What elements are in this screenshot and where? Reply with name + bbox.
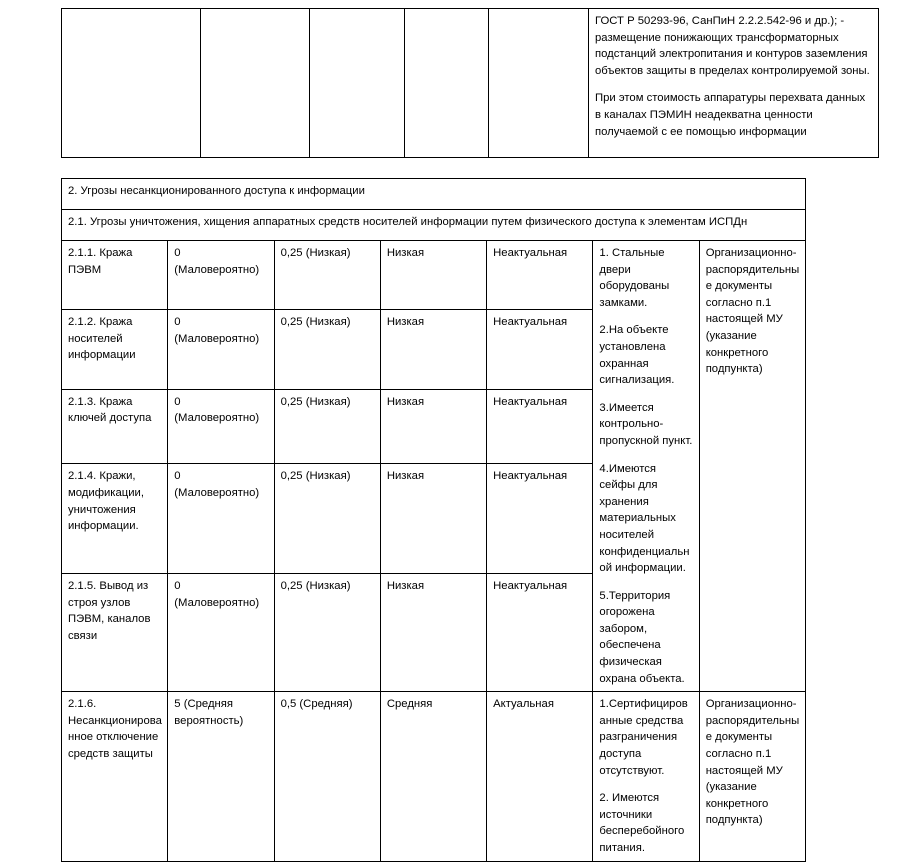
- measure-item-1: 1.Сертифицированные средства разграничения доступа отсутствуют.: [599, 698, 688, 777]
- cell-measures-pemin: [589, 9, 879, 158]
- cell-relevance-empty: [489, 9, 589, 158]
- table-row: [62, 692, 806, 861]
- cell-danger: Низкая: [380, 389, 486, 464]
- cell-threat: 2.1.5. Вывод из строя узлов ПЭВМ, каналов связи: [62, 574, 168, 692]
- cell-danger: Средняя: [380, 692, 486, 861]
- cell-threat: 2.1.3. Кража ключей доступа: [62, 389, 168, 464]
- cell-danger: Низкая: [380, 310, 486, 390]
- cell-threat: 2.1.2. Кража носителей информации: [62, 310, 168, 390]
- section-header-row-level1: [62, 179, 806, 210]
- cell-threat: 2.1.4. Кражи, модификации, уничтожения информации.: [62, 464, 168, 574]
- cell-measures: [593, 692, 699, 861]
- cell-realizability: 0,25 (Низкая): [274, 310, 380, 390]
- measure-item-2: 2. Имеются источники бесперебойного питания.: [599, 792, 685, 854]
- cell-realizability: 0,25 (Низкая): [274, 464, 380, 574]
- measure-item-4: 4.Имеются сейфы для хранения материальных носителей конфиденциальной информации.: [599, 462, 690, 575]
- table-row: [62, 9, 879, 158]
- cell-threat-empty: [62, 9, 201, 158]
- cell-danger-empty: [405, 9, 489, 158]
- pemin-threat-table-continuation: [61, 8, 879, 158]
- cell-relevance: Неактуальная: [487, 574, 593, 692]
- cell-threat: 2.1.1. Кража ПЭВМ: [62, 241, 168, 310]
- measure-item-5: 5.Территория огорожена забором, обеспечена физическая охрана объекта.: [599, 589, 685, 685]
- measure-item-2: 2.На объекте установлена охранная сигнализация.: [599, 324, 675, 387]
- cell-relevance: Неактуальная: [487, 241, 593, 310]
- cell-probability: 0 (Маловероятно): [168, 464, 274, 574]
- cell-probability: 0 (Маловероятно): [168, 389, 274, 464]
- cell-realizability: 0,25 (Низкая): [274, 574, 380, 692]
- unauthorized-access-threat-table: [61, 178, 806, 862]
- cell-documents-merged: Организационно-распорядительные документы согласно п.1 настоящей МУ (указание конкретного подпункта): [699, 241, 805, 692]
- measure-item-1: 1. Стальные двери оборудованы замками.: [599, 247, 670, 309]
- cell-threat: 2.1.6. Несанкционированное отключение средств защиты: [62, 692, 168, 861]
- cell-danger: Низкая: [380, 241, 486, 310]
- cell-probability: 0 (Маловероятно): [168, 574, 274, 692]
- cell-probability: 0 (Маловероятно): [168, 310, 274, 390]
- cell-probability: 5 (Средняя вероятность): [168, 692, 274, 861]
- cell-relevance: Актуальная: [487, 692, 593, 861]
- cell-danger: Низкая: [380, 574, 486, 692]
- measure-item-3: 3.Имеется контрольно-пропускной пункт.: [599, 401, 693, 447]
- cell-documents: Организационно-распорядительные документы согласно п.1 настоящей МУ (указание конкретного подпункта): [699, 692, 805, 861]
- cell-probability-empty: [201, 9, 310, 158]
- section-header-level1: 2. Угрозы несанкционированного доступа к информации: [62, 179, 806, 210]
- cell-danger: Низкая: [380, 464, 486, 574]
- cell-realizability: 0,25 (Низкая): [274, 389, 380, 464]
- section-header-level2: 2.1. Угрозы уничтожения, хищения аппаратных средств носителей информации путем физического доступа к элементам ИСПДн: [62, 210, 806, 241]
- measures-paragraph-1: ГОСТ Р 50293-96, СанПиН 2.2.2.542-96 и др.); - размещение понижающих трансформаторных подстанций электропитания и контуров заземления объектов защиты в пределах контролируемой зоны.: [595, 15, 870, 77]
- cell-realizability-empty: [310, 9, 405, 158]
- section-header-row-level2: [62, 210, 806, 241]
- measures-paragraph-2: При этом стоимость аппаратуры перехвата данных в каналах ПЭМИН неадекватна ценности получаемой с ее помощью информации: [595, 92, 866, 138]
- cell-probability: 0 (Маловероятно): [168, 241, 274, 310]
- cell-relevance: Неактуальная: [487, 310, 593, 390]
- table-row: [62, 241, 806, 310]
- cell-relevance: Неактуальная: [487, 389, 593, 464]
- cell-realizability: 0,25 (Низкая): [274, 241, 380, 310]
- cell-relevance: Неактуальная: [487, 464, 593, 574]
- cell-measures-merged: [593, 241, 699, 692]
- cell-realizability: 0,5 (Средняя): [274, 692, 380, 861]
